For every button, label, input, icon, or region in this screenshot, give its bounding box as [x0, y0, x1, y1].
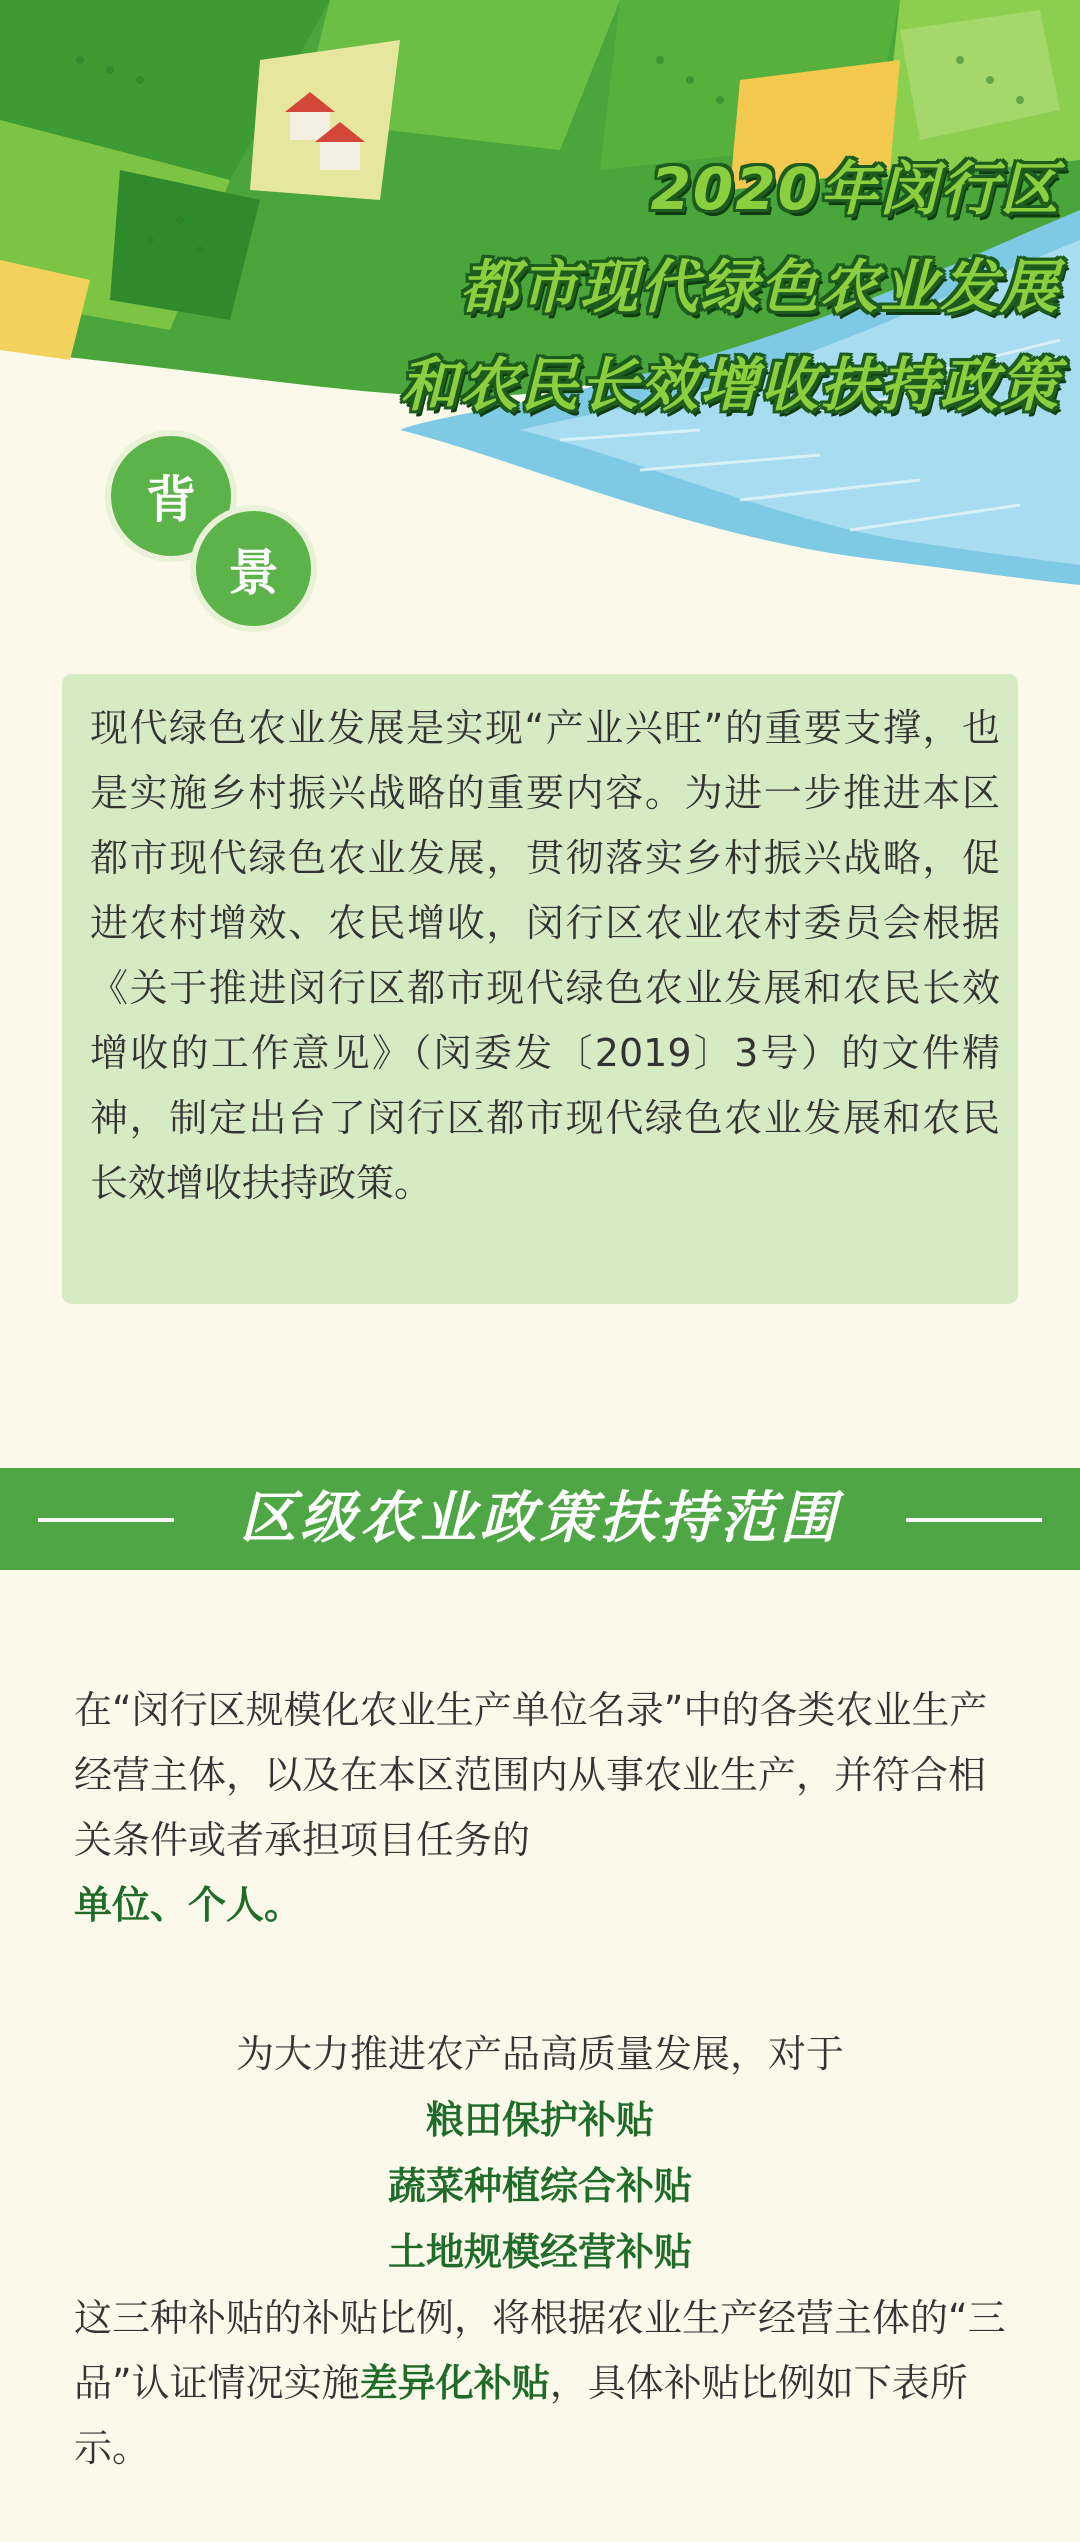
- section-header-line-right: [906, 1518, 1042, 1522]
- subsidy-ratio-text-a: 这三种补贴的补贴比例，将根据农业生产经营主体的“三品”认证情况实施: [74, 2296, 1006, 2405]
- subsidy-ratio-text-b: ，具体补贴比例如下表所示。: [74, 2361, 968, 2470]
- background-text-box: [62, 674, 1018, 1304]
- title-line-1: 2020年闵行区: [650, 155, 1060, 223]
- section-title: 区级农业政策扶持范围: [240, 1486, 840, 1551]
- title-line-2: 都市现代绿色农业发展: [459, 253, 1060, 321]
- background-label-circle-1: 背: [105, 430, 237, 562]
- background-label-circle-2: 景: [190, 505, 317, 632]
- section-header-band: [0, 1468, 1080, 1570]
- subsidy-item: 蔬菜种植综合补贴: [387, 2164, 692, 2208]
- scope-paragraph: [74, 1678, 1014, 1938]
- subsidy-ratio-bold: 差异化补贴: [359, 2361, 550, 2405]
- subsidy-item: 粮田保护补贴: [425, 2098, 654, 2142]
- page-title: [340, 140, 1060, 434]
- scope-paragraph-bold: 单位、个人。: [74, 1883, 303, 1927]
- subsidy-ratio-paragraph: [74, 2286, 1014, 2481]
- title-line-3: 和农民长效增收扶持政策: [399, 351, 1060, 419]
- subsidy-intro: 为大力推进农产品高质量发展，对于: [235, 2032, 844, 2076]
- subsidy-item: 土地规模经营补贴: [387, 2230, 692, 2274]
- background-paragraph: 现代绿色农业发展是实现“产业兴旺”的重要支撑，也是实施乡村振兴战略的重要内容。为进一步推进本区都市现代绿色农业发展，贯彻落实乡村振兴战略，促进农村增效、农民增收，闵行区农业农村委员会根据《关于推进闵行区都市现代绿色农业发展和农民长效增收的工作意见》（闵委发〔2019〕3号）的文件精神，制定出台了闵行区都市现代绿色农业发展和农民长效增收扶持政策。: [90, 706, 1000, 1205]
- scope-paragraph-text: 在“闵行区规模化农业生产单位名录”中的各类农业生产经营主体，以及在本区范围内从事农业生产，并符合相关条件或者承担项目任务的: [74, 1688, 988, 1862]
